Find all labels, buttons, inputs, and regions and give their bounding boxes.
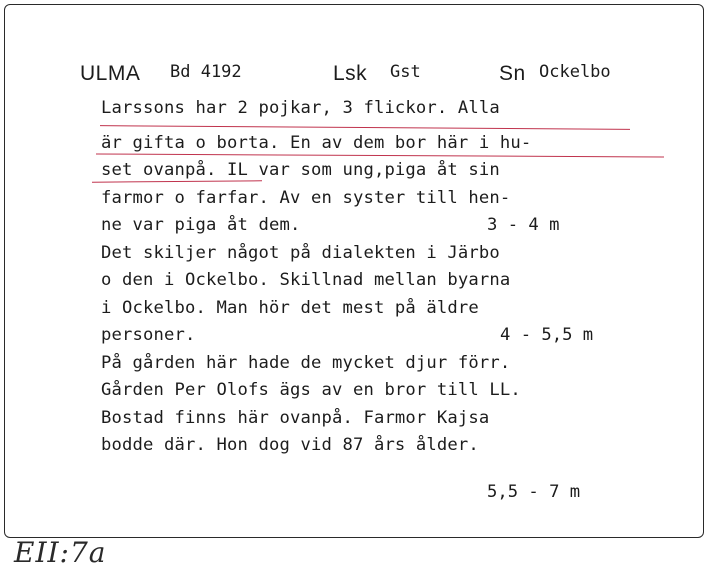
body-line-12: Bostad finns här ovanpå. Farmor Kajsa [101, 408, 490, 428]
body-line-11: Gården Per Olofs ägs av en bror till LL. [101, 380, 521, 400]
archive-name: ULMA [80, 62, 141, 85]
body-line-2: är gifta o borta. En av dem bor här i hu- [101, 133, 532, 153]
body-line-9: personer. [101, 325, 196, 345]
socken-value: Ockelbo [539, 62, 611, 82]
body-line-5: ne var piga åt dem. [101, 215, 301, 235]
volume-number: Bd 4192 [170, 62, 242, 82]
body-line-6: Det skiljer något på dialekten i Järbo [101, 243, 500, 263]
landskap-value: Gst [390, 62, 421, 82]
body-line-13: bodde där. Hon dog vid 87 års ålder. [101, 435, 479, 455]
body-line-3: set ovanpå. IL var som ung,piga åt sin [101, 160, 500, 180]
landskap-label: Lsk [333, 62, 368, 85]
handwritten-reference: EII:7a [14, 536, 107, 569]
measure-2: 4 - 5,5 m [500, 325, 594, 345]
body-line-10: På gården här hade de mycket djur förr. [101, 353, 511, 373]
body-line-7: o den i Ockelbo. Skillnad mellan byarna [101, 270, 511, 290]
measure-3: 5,5 - 7 m [487, 482, 581, 502]
body-line-8: i Ockelbo. Man hör det mest på äldre [101, 298, 479, 318]
body-line-4: farmor o farfar. Av en syster till hen- [101, 188, 511, 208]
body-line-1: Larssons har 2 pojkar, 3 flickor. Alla [101, 98, 500, 118]
socken-label: Sn [499, 62, 526, 85]
measure-1: 3 - 4 m [487, 215, 560, 235]
